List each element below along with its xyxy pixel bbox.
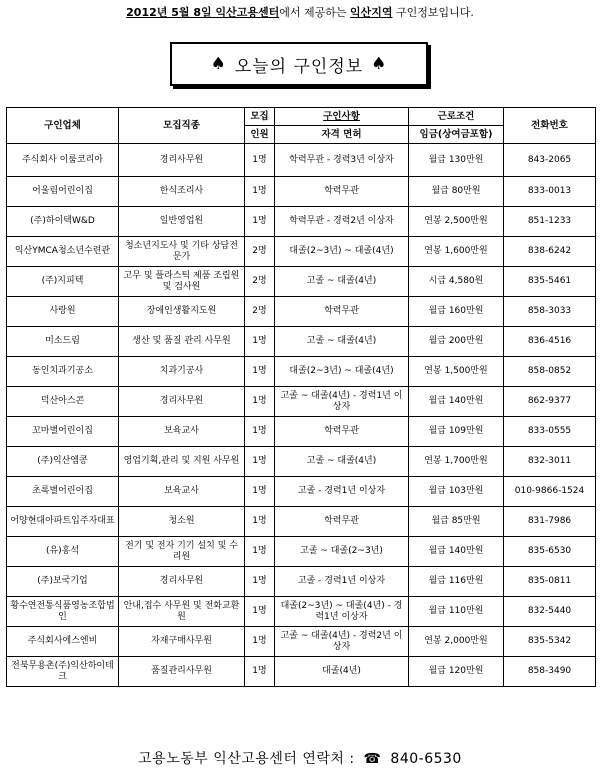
cell-qualification: 고졸 ~ 대졸(4년): [275, 327, 409, 357]
cell-count: 1명: [245, 387, 275, 417]
table-row: [7, 327, 596, 357]
cell-count: 1명: [245, 144, 275, 177]
cell-wage: 월급 80만원: [409, 177, 504, 207]
cell-qualification: 고졸 ~ 대졸(2~3년): [275, 537, 409, 567]
cell-company: 사랑원: [7, 297, 119, 327]
header-condition-bottom: 임금(상여금포함): [409, 126, 504, 144]
cell-wage: 월급 140만원: [409, 537, 504, 567]
cell-wage: 연봉 1,600만원: [409, 237, 504, 267]
cell-company: (주)지피텍: [7, 267, 119, 297]
cell-wage: 연봉 1,500만원: [409, 357, 504, 387]
intro-region: 익산지역: [349, 6, 393, 19]
cell-position: 보육교사: [119, 417, 245, 447]
cell-phone: 858-3033: [504, 297, 596, 327]
cell-count: 1명: [245, 597, 275, 627]
cell-qualification: 학력무관 - 경력3년 이상자: [275, 144, 409, 177]
cell-count: 1명: [245, 207, 275, 237]
cell-position: 영업기획,관리 및 지원 사무원: [119, 447, 245, 477]
cell-position: 자재구매사무원: [119, 627, 245, 657]
cell-qualification: 고졸 ~ 대졸(4년): [275, 447, 409, 477]
cell-qualification: 학력무관: [275, 417, 409, 447]
cell-wage: 월급 109만원: [409, 417, 504, 447]
spade-icon: ♠: [210, 54, 227, 74]
table-row: [7, 597, 596, 627]
cell-position: 경리사무원: [119, 144, 245, 177]
cell-position: 청소원: [119, 507, 245, 537]
cell-company: 익산YMCA청소년수련관: [7, 237, 119, 267]
cell-phone: 851-1233: [504, 207, 596, 237]
cell-phone: 836-4516: [504, 327, 596, 357]
cell-wage: 시급 4,580원: [409, 267, 504, 297]
cell-phone: 833-0555: [504, 417, 596, 447]
cell-phone: 862-9377: [504, 387, 596, 417]
cell-wage: 월급 110만원: [409, 597, 504, 627]
header-position: 모집직종: [119, 108, 245, 144]
cell-position: 생산 및 품질 관리 사무원: [119, 327, 245, 357]
page-title-box: [170, 42, 428, 86]
cell-position: 경리사무원: [119, 567, 245, 597]
cell-phone: 831-7986: [504, 507, 596, 537]
cell-qualification: 고졸 - 경력1년 이상자: [275, 567, 409, 597]
cell-phone: 835-6530: [504, 537, 596, 567]
cell-company: 황수연전통식품영농조합법인: [7, 597, 119, 627]
table-row: [7, 177, 596, 207]
cell-company: 동인치과기공소: [7, 357, 119, 387]
cell-count: 1명: [245, 567, 275, 597]
table-row: [7, 267, 596, 297]
cell-qualification: 대졸(4년): [275, 657, 409, 687]
cell-position: 품질관리사무원: [119, 657, 245, 687]
cell-wage: 월급 160만원: [409, 297, 504, 327]
cell-qualification: 대졸(2~3년) ~ 대졸(4년): [275, 357, 409, 387]
cell-company: 덕산아스콘: [7, 387, 119, 417]
table-row: [7, 507, 596, 537]
cell-qualification: 고졸 ~ 대졸(4년) - 경력2년 이상자: [275, 627, 409, 657]
cell-qualification: 고졸 ~ 대졸(4년) - 경력1년 이상자: [275, 387, 409, 417]
cell-company: 어울림어린이집: [7, 177, 119, 207]
cell-phone: 843-2065: [504, 144, 596, 177]
cell-count: 1명: [245, 657, 275, 687]
cell-phone: 832-3011: [504, 447, 596, 477]
table-row: [7, 144, 596, 177]
cell-wage: 월급 200만원: [409, 327, 504, 357]
cell-position: 치과기공사: [119, 357, 245, 387]
header-company: 구인업체: [7, 108, 119, 144]
cell-phone: 835-5342: [504, 627, 596, 657]
cell-count: 1명: [245, 327, 275, 357]
cell-company: 어양현대아파트입주자대표: [7, 507, 119, 537]
cell-qualification: 학력무관: [275, 507, 409, 537]
cell-count: 2명: [245, 267, 275, 297]
cell-company: (주)익산엠콩: [7, 447, 119, 477]
cell-count: 1명: [245, 537, 275, 567]
table-row: [7, 537, 596, 567]
cell-count: 1명: [245, 477, 275, 507]
cell-wage: 월급 140만원: [409, 387, 504, 417]
cell-company: 초록별어린이집: [7, 477, 119, 507]
cell-phone: 832-5440: [504, 597, 596, 627]
cell-phone: 858-0852: [504, 357, 596, 387]
cell-company: (주)하이텍W&D: [7, 207, 119, 237]
footer-contact: [0, 748, 600, 768]
cell-wage: 월급 130만원: [409, 144, 504, 177]
cell-company: 주식회사에스엔비: [7, 627, 119, 657]
cell-qualification: 대졸(2~3년) ~ 대졸(4년): [275, 237, 409, 267]
cell-count: 1명: [245, 627, 275, 657]
footer-phone: 840-6530: [390, 751, 462, 767]
cell-company: 미소드림: [7, 327, 119, 357]
cell-count: 1명: [245, 357, 275, 387]
intro-line: [0, 6, 600, 20]
table-row: [7, 567, 596, 597]
cell-wage: 연봉 2,000만원: [409, 627, 504, 657]
cell-position: 장애인생활지도원: [119, 297, 245, 327]
cell-company: 전북무용촌(주)익산하이테크: [7, 657, 119, 687]
cell-wage: 연봉 1,700만원: [409, 447, 504, 477]
spade-icon: ♠: [371, 54, 388, 74]
cell-phone: 838-6242: [504, 237, 596, 267]
cell-count: 1명: [245, 447, 275, 477]
table-row: [7, 207, 596, 237]
cell-wage: 월급 103만원: [409, 477, 504, 507]
cell-phone: 010-9866-1524: [504, 477, 596, 507]
cell-position: 고무 및 플라스틱 제품 조립원 및 검사원: [119, 267, 245, 297]
cell-company: (유)홍석: [7, 537, 119, 567]
table-row: [7, 417, 596, 447]
table-row: [7, 477, 596, 507]
cell-position: 경리사무원: [119, 387, 245, 417]
cell-company: 꼬마별어린이집: [7, 417, 119, 447]
table-row: [7, 297, 596, 327]
header-requirement-bottom: 자격 면허: [275, 126, 409, 144]
cell-position: 일반영업원: [119, 207, 245, 237]
page-title: 오늘의 구인정보: [234, 56, 364, 77]
telephone-icon: ☎: [363, 751, 382, 767]
cell-qualification: 학력무관 - 경력2년 이상자: [275, 207, 409, 237]
cell-position: 보육교사: [119, 477, 245, 507]
cell-phone: 858-3490: [504, 657, 596, 687]
cell-wage: 연봉 2,500만원: [409, 207, 504, 237]
cell-position: 청소년지도사 및 기타 상담전문가: [119, 237, 245, 267]
cell-position: 안내,접수 사무원 및 전화교환원: [119, 597, 245, 627]
table-row: [7, 447, 596, 477]
header-recruit-top: 모집: [245, 108, 275, 126]
cell-company: (주)보국기업: [7, 567, 119, 597]
cell-company: 주식회사 이룸코리아: [7, 144, 119, 177]
cell-wage: 월급 116만원: [409, 567, 504, 597]
cell-count: 1명: [245, 177, 275, 207]
table-row: [7, 627, 596, 657]
footer-text: 고용노동부 익산고용센터 연락처 :: [138, 751, 355, 767]
header-requirement-top: 구인사항: [275, 108, 409, 126]
header-recruit-bottom: 인원: [245, 126, 275, 144]
table-row: [7, 387, 596, 417]
cell-qualification: 대졸(2~3년) ~ 대졸(4년) - 경력1년 이상자: [275, 597, 409, 627]
cell-qualification: 고졸 ~ 대졸(4년): [275, 267, 409, 297]
table-row: [7, 237, 596, 267]
cell-count: 1명: [245, 507, 275, 537]
intro-date: 2012년 5월 8일 익산고용센터: [126, 6, 280, 19]
cell-phone: 835-5461: [504, 267, 596, 297]
intro-tail: 구인정보입니다.: [392, 6, 474, 19]
cell-position: 전기 및 전자 기기 설치 및 수리원: [119, 537, 245, 567]
cell-wage: 월급 85만원: [409, 507, 504, 537]
cell-qualification: 고졸 - 경력1년 이상자: [275, 477, 409, 507]
table-row: [7, 657, 596, 687]
cell-count: 1명: [245, 417, 275, 447]
job-table: [6, 107, 596, 687]
header-phone: 전화번호: [504, 108, 596, 144]
header-condition-top: 근로조건: [409, 108, 504, 126]
cell-qualification: 학력무관: [275, 297, 409, 327]
cell-count: 2명: [245, 237, 275, 267]
cell-position: 한식조리사: [119, 177, 245, 207]
cell-phone: 835-0811: [504, 567, 596, 597]
cell-count: 2명: [245, 297, 275, 327]
intro-mid: 에서 제공하는: [279, 6, 350, 19]
table-row: [7, 357, 596, 387]
cell-wage: 월급 120만원: [409, 657, 504, 687]
cell-qualification: 학력무관: [275, 177, 409, 207]
cell-phone: 833-0013: [504, 177, 596, 207]
